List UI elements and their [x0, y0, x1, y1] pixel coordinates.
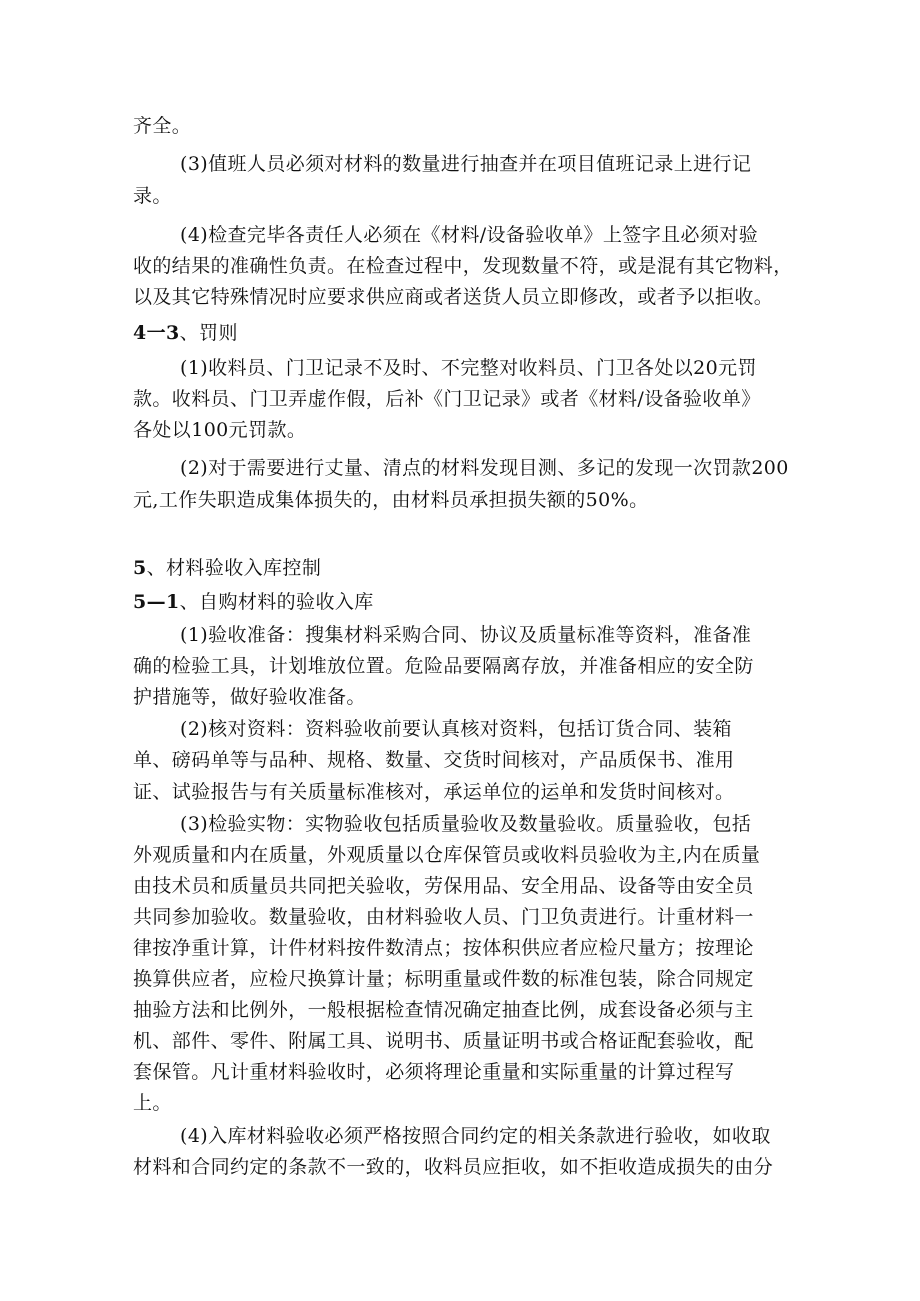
section-number: 5—1 [133, 591, 180, 613]
text-line: (3)值班人员必须对材料的数量进行抽查并在项目值班记录上进行记 [180, 153, 752, 175]
text-line: 款。收料员、门卫弄虚作假，后补《门卫记录》或者《材料/设备验收单》 [133, 388, 761, 410]
text-line: 以及其它特殊情况时应要求供应商或者送货人员立即修改，或者予以拒收。 [133, 286, 774, 308]
text-line: (1)验收准备：搜集材料采购合同、协议及质量标准等资料，准备准 [180, 624, 752, 646]
text-line: 套保管。凡计重材料验收时，必须将理论重量和实际重量的计算过程写 [133, 1061, 735, 1083]
section-heading-5-1 [133, 590, 374, 614]
section-separator: 、 [179, 591, 200, 613]
text-line: (1)收料员、门卫记录不及时、不完整对收料员、门卫各处以20元罚 [180, 357, 757, 379]
section-title: 自购材料的验收入库 [199, 591, 374, 613]
section-number: 4一3 [133, 322, 180, 344]
section-title: 、罚则 [179, 322, 238, 344]
text-line: 收的结果的准确性负责。在检查过程中，发现数量不符，或是混有其它物料， [133, 255, 793, 277]
text-line: 元,工作失职造成集体损失的，由材料员承担损失额的50%。 [133, 489, 649, 511]
text-line: 证、试验报告与有关质量标准核对，承运单位的运单和发货时间核对。 [133, 781, 735, 803]
section-number: 5 [133, 557, 147, 579]
text-line: 各处以100元罚款。 [133, 419, 307, 441]
text-line: 换算供应者，应检尺换算计量；标明重量或件数的标准包装，除合同规定 [133, 968, 754, 990]
text-line: 单、磅码单等与品种、规格、数量、交货时间核对，产品质保书、准用 [133, 749, 735, 771]
text-line: (4)入库材料验收必须严格按照合同约定的相关条款进行验收，如收取 [180, 1125, 771, 1147]
section-heading-5 [133, 556, 321, 580]
text-line: (3)检验实物：实物验收包括质量验收及数量验收。质量验收，包括 [180, 813, 752, 835]
section-title: 材料验收入库控制 [166, 557, 322, 579]
section-heading-4-3 [133, 321, 238, 345]
text-line: (4)检查完毕各责任人必须在《材料/设备验收单》上签字且必须对验 [180, 224, 759, 246]
text-line: 共同参加验收。数量验收，由材料验收人员、门卫负责进行。计重材料一 [133, 906, 754, 928]
text-line: 外观质量和内在质量，外观质量以仓库保管员或收料员验收为主,内在质量 [133, 844, 761, 866]
text-line: (2)核对资料：资料验收前要认真核对资料，包括订货合同、装箱 [180, 718, 732, 740]
text-line: (2)对于需要进行丈量、清点的材料发现目测、多记的发现一次罚款200 [180, 457, 789, 479]
text-line: 律按净重计算，计件材料按件数清点；按体积供应者应检尺量方；按理论 [133, 937, 754, 959]
text-line: 机、部件、零件、附属工具、说明书、质量证明书或合格证配套验收，配 [133, 1030, 754, 1052]
text-line: 上。 [133, 1092, 172, 1114]
text-line: 确的检验工具，计划堆放位置。危险品要隔离存放，并准备相应的安全防 [133, 655, 754, 677]
text-line: 材料和合同约定的条款不一致的，收料员应拒收，如不拒收造成损失的由分 [133, 1156, 774, 1178]
text-line: 护措施等，做好验收准备。 [133, 686, 366, 708]
section-separator: 、 [146, 557, 167, 579]
text-line: 抽验方法和比例外，一般根据检查情况确定抽查比例，成套设备必须与主 [133, 999, 754, 1021]
text-line: 录。 [133, 185, 172, 207]
text-line: 由技术员和质量员共同把关验收，劳保用品、安全用品、设备等由安全员 [133, 875, 754, 897]
text-line: 齐全。 [133, 115, 192, 137]
